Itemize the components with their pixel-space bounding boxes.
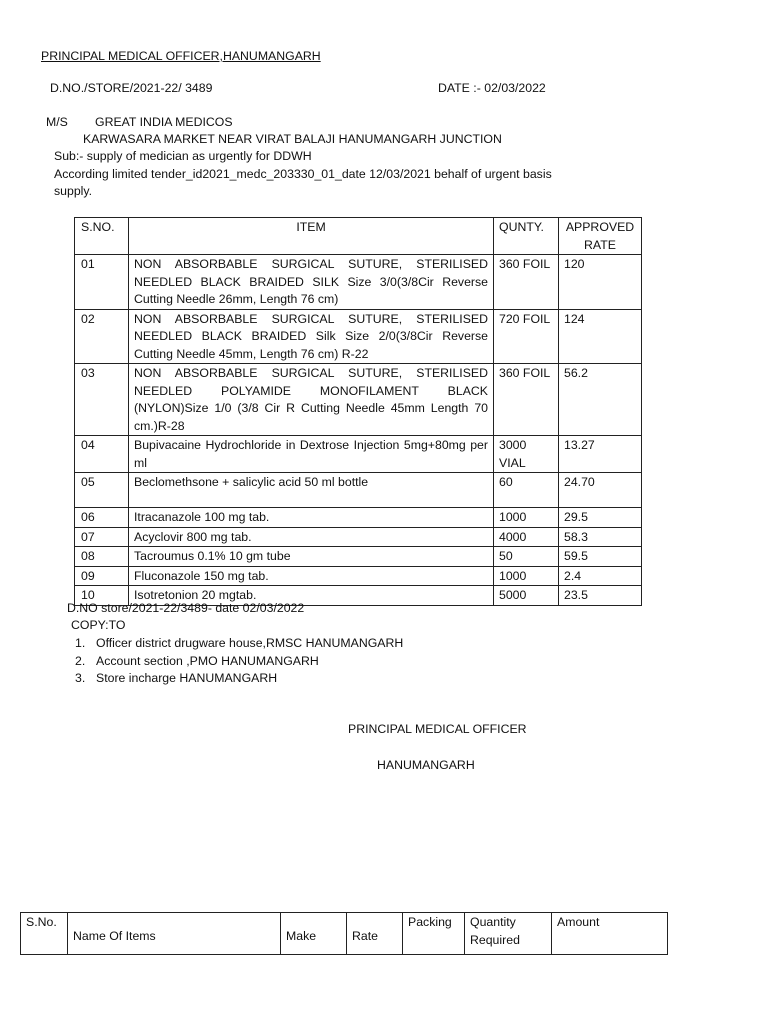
header-rate-line2: RATE xyxy=(584,237,616,252)
row-rate: 23.5 xyxy=(559,586,642,606)
copy-item-text: Officer district drugware house,RMSC HANUMANGARH xyxy=(96,636,404,650)
header-rate xyxy=(559,218,642,255)
table-row xyxy=(75,436,642,473)
row-qty: 3000 VIAL xyxy=(494,436,559,473)
office-title: PRINCIPAL MEDICAL OFFICER,HANUMANGARH xyxy=(41,49,321,63)
row-sno: 01 xyxy=(75,255,129,310)
row-sno: 06 xyxy=(75,508,129,528)
row-sno: 05 xyxy=(75,473,129,508)
table-row xyxy=(75,255,642,310)
row-sno: 09 xyxy=(75,566,129,586)
row-qty: 4000 xyxy=(494,527,559,547)
form-header-amount: Amount xyxy=(552,913,668,955)
row-item: NON ABSORBABLE SURGICAL SUTURE, STERILISED NEEDLED BLACK BRAIDED SILK Size 3/0(3/8Cir Reverse Cutting Needle 26mm, Length 76 cm) xyxy=(129,255,494,310)
form-header-quantity-line2: Required xyxy=(470,932,520,947)
supply-table xyxy=(74,217,642,606)
row-item: NON ABSORBABLE SURGICAL SUTURE, STERILISED NEEDLED POLYAMIDE MONOFILAMENT BLACK (NYLON)Size 1/0 (3/8 Cir R Cutting Needle 45mm Length 70 cm.)R-28 xyxy=(129,364,494,436)
form-header-sno: S.No. xyxy=(21,913,68,955)
table-row xyxy=(75,309,642,364)
header-item: ITEM xyxy=(129,218,494,255)
form-header-name: Name Of Items xyxy=(68,913,281,955)
dispatch-number: D.NO./STORE/2021-22/ 3489 xyxy=(50,81,213,95)
subject-line: Sub:- supply of medician as urgently for DDWH xyxy=(54,149,312,163)
header-rate-line1: APPROVED xyxy=(565,220,635,234)
letter-date: DATE :- 02/03/2022 xyxy=(438,81,546,95)
row-sno: 04 xyxy=(75,436,129,473)
form-header-packing: Packing xyxy=(403,913,465,955)
row-item: Isotretonion 20 mgtab. xyxy=(129,586,494,606)
row-item: NON ABSORBABLE SURGICAL SUTURE, STERILISED NEEDLED BLACK BRAIDED Silk Size 2/0(3/8Cir Reverse Cutting Needle 45mm, Length 76 cm) R-22 xyxy=(129,309,494,364)
row-rate: 59.5 xyxy=(559,547,642,567)
copy-dispatch-number: D.NO store/2021-22/3489- date 02/03/2022 xyxy=(67,601,305,615)
form-header-quantity xyxy=(465,913,552,955)
row-rate: 56.2 xyxy=(559,364,642,436)
copy-item-num: 3. xyxy=(75,671,86,685)
form-header-row xyxy=(21,913,668,955)
header-sno: S.NO. xyxy=(75,218,129,255)
header-qty: QUNTY. xyxy=(494,218,559,255)
signature-title: PRINCIPAL MEDICAL OFFICER xyxy=(348,722,527,736)
row-rate: 124 xyxy=(559,309,642,364)
row-qty: 1000 xyxy=(494,508,559,528)
table-row xyxy=(75,364,642,436)
copy-item-text: Store incharge HANUMANGARH xyxy=(96,671,278,685)
row-rate: 24.70 xyxy=(559,473,642,508)
row-rate: 58.3 xyxy=(559,527,642,547)
table-row xyxy=(75,566,642,586)
copy-item-text: Account section ,PMO HANUMANGARH xyxy=(96,654,319,668)
row-qty: 60 xyxy=(494,473,559,508)
row-item: Beclomethsone + salicylic acid 50 ml bottle xyxy=(129,473,494,508)
reference-line-2: supply. xyxy=(54,184,93,198)
copy-item-num: 2. xyxy=(75,654,86,668)
ms-label: M/S xyxy=(46,115,68,129)
row-item: Tacroumus 0.1% 10 gm tube xyxy=(129,547,494,567)
row-rate: 13.27 xyxy=(559,436,642,473)
row-item: Itracanazole 100 mg tab. xyxy=(129,508,494,528)
row-qty: 5000 xyxy=(494,586,559,606)
row-rate: 2.4 xyxy=(559,566,642,586)
row-qty: 50 xyxy=(494,547,559,567)
quotation-form-table xyxy=(20,912,668,955)
row-sno: 10 xyxy=(75,586,129,606)
copy-to-label: COPY:TO xyxy=(71,618,126,632)
row-sno: 02 xyxy=(75,309,129,364)
table-header-row xyxy=(75,218,642,255)
row-item: Acyclovir 800 mg tab. xyxy=(129,527,494,547)
row-qty: 360 FOIL xyxy=(494,255,559,310)
form-header-rate: Rate xyxy=(347,913,403,955)
row-item: Bupivacaine Hydrochloride in Dextrose Injection 5mg+80mg per ml xyxy=(129,436,494,473)
table-row xyxy=(75,508,642,528)
row-rate: 120 xyxy=(559,255,642,310)
row-qty: 720 FOIL xyxy=(494,309,559,364)
table-row xyxy=(75,547,642,567)
table-row xyxy=(75,473,642,508)
table-row xyxy=(75,527,642,547)
form-header-quantity-line1: Quantity xyxy=(470,915,516,929)
row-sno: 07 xyxy=(75,527,129,547)
row-item: Fluconazole 150 mg tab. xyxy=(129,566,494,586)
row-rate: 29.5 xyxy=(559,508,642,528)
signature-place: HANUMANGARH xyxy=(377,758,475,772)
row-qty: 1000 xyxy=(494,566,559,586)
row-sno: 03 xyxy=(75,364,129,436)
form-header-make: Make xyxy=(281,913,347,955)
row-qty: 360 FOIL xyxy=(494,364,559,436)
addressee-address: KARWASARA MARKET NEAR VIRAT BALAJI HANUMANGARH JUNCTION xyxy=(83,132,502,146)
reference-line-1: According limited tender_id2021_medc_203330_01_date 12/03/2021 behalf of urgent basis xyxy=(54,167,552,181)
copy-item-num: 1. xyxy=(75,636,86,650)
addressee-name: GREAT INDIA MEDICOS xyxy=(95,115,233,129)
row-sno: 08 xyxy=(75,547,129,567)
